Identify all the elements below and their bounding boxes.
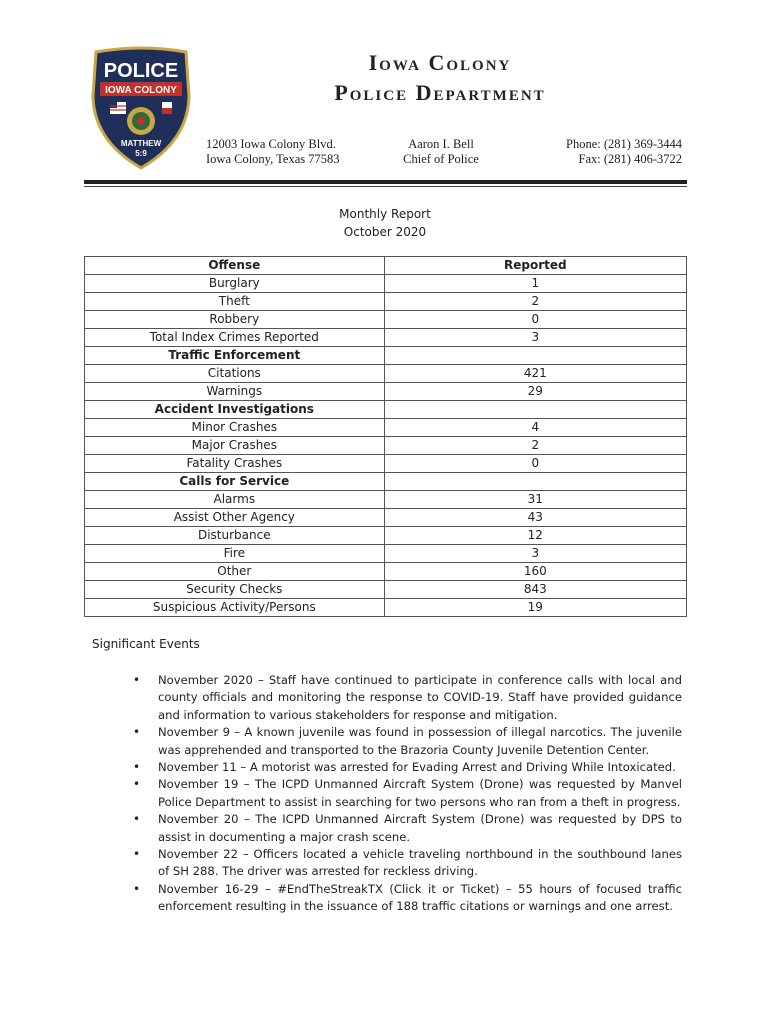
table-row [85,383,687,401]
significant-events-list [130,672,682,916]
list-item [130,776,682,811]
offense-label: Burglary [85,275,385,293]
police-badge-logo [88,46,194,172]
table-row [85,545,687,563]
offense-label: Robbery [85,311,385,329]
column-header-offense: Offense [85,257,385,275]
reported-count [384,347,686,365]
department-title-line2: Police Department [334,80,546,105]
bullet-icon: • [133,847,141,862]
badge-top-text: POLICE [103,60,179,82]
event-text: November 2020 – Staff have continued to participate in conference calls with local and county officials and monitoring the response to COVID-19. Staff have provided guidance and information to various stakeholders for response and mitigation. [158,673,682,722]
column-header-reported: Reported [384,257,686,275]
report-title: Monthly Report [339,207,431,221]
list-item [130,846,682,881]
table-row [85,275,687,293]
table-row [85,311,687,329]
list-item [130,881,682,916]
bullet-icon: • [133,881,141,896]
section-label: Traffic Enforcement [85,347,385,365]
offense-label: Theft [85,293,385,311]
badge-verse-line1: MATTHEW [120,139,162,148]
bullet-icon: • [133,812,141,827]
reported-count: 2 [384,293,686,311]
address-block [206,137,339,167]
list-item [130,811,682,846]
offense-label: Citations [85,365,385,383]
header-divider-thin [84,186,687,187]
significant-events-heading: Significant Events [92,637,200,651]
bullet-icon: • [133,725,141,740]
table-row [85,599,687,617]
report-title-block [285,205,485,241]
reported-count: 0 [384,311,686,329]
reported-count [384,401,686,419]
reported-count: 3 [384,545,686,563]
section-label: Calls for Service [85,473,385,491]
table-row [85,293,687,311]
offense-label: Alarms [85,491,385,509]
table-row [85,581,687,599]
reported-count: 843 [384,581,686,599]
offense-label: Fatality Crashes [85,455,385,473]
table-header-row [85,257,687,275]
offense-label: Warnings [85,383,385,401]
table-row [85,401,687,419]
phone-number: Phone: (281) 369-3444 [566,137,682,151]
reported-count: 29 [384,383,686,401]
reported-count: 160 [384,563,686,581]
offense-label: Major Crashes [85,437,385,455]
event-text: November 9 – A known juvenile was found in possession of illegal narcotics. The juvenile was apprehended and transported to the Brazoria County Juvenile Detention Center. [158,725,682,757]
address-line2: Iowa Colony, Texas 77583 [206,152,340,166]
bullet-icon: • [133,673,141,687]
reported-count: 2 [384,437,686,455]
contact-block [566,137,682,167]
reported-count: 12 [384,527,686,545]
event-text: November 20 – The ICPD Unmanned Aircraft System (Drone) was requested by DPS to assist in documenting a major crash scene. [158,812,682,844]
offense-label: Suspicious Activity/Persons [85,599,385,617]
offense-table [84,256,687,617]
event-text: November 11 – A motorist was arrested for Evading Arrest and Driving While Intoxicated. [158,760,676,775]
reported-count: 3 [384,329,686,347]
offense-label: Other [85,563,385,581]
department-title-line1: Iowa Colony [368,50,512,75]
offense-label: Disturbance [85,527,385,545]
reported-count: 19 [384,599,686,617]
offense-label: Security Checks [85,581,385,599]
table-row [85,527,687,545]
list-item [130,759,682,776]
list-item [130,724,682,759]
fax-number: Fax: (281) 406-3722 [578,152,682,166]
table-row [85,455,687,473]
bullet-icon: • [133,777,141,792]
badge-banner-text: IOWA COLONY [105,85,177,96]
offense-label: Fire [85,545,385,563]
offense-label: Assist Other Agency [85,509,385,527]
event-text: November 16-29 – #EndTheStreakTX (Click it or Ticket) – 55 hours of focused traffic enforcement resulting in the issuance of 188 traffic citations or warnings and one arrest. [158,881,682,914]
reported-count: 1 [384,275,686,293]
reported-count: 0 [384,455,686,473]
report-period: October 2020 [343,225,427,239]
table-row [85,491,687,509]
reported-count: 43 [384,509,686,527]
table-row [85,437,687,455]
address-line1: 12003 Iowa Colony Blvd. [206,137,336,151]
table-row [85,329,687,347]
table-row [85,365,687,383]
offense-label: Minor Crashes [85,419,385,437]
reported-count [384,473,686,491]
table-row [85,347,687,365]
bullet-icon: • [133,760,141,775]
list-item [130,672,682,724]
chief-name: Aaron I. Bell [408,137,474,151]
reported-count: 31 [384,491,686,509]
reported-count: 421 [384,365,686,383]
table-row [85,509,687,527]
badge-verse-line2: 5:9 [135,149,147,158]
section-label: Accident Investigations [85,401,385,419]
table-row [85,419,687,437]
table-row [85,473,687,491]
event-text: November 19 – The ICPD Unmanned Aircraft System (Drone) was requested by Manvel Police Department to assist in searching for two persons who ran from a theft in progress. [158,777,682,809]
reported-count: 4 [384,419,686,437]
table-row [85,563,687,581]
chief-title: Chief of Police [403,152,479,166]
chief-block [380,137,502,167]
event-text: November 22 – Officers located a vehicle traveling northbound in the southbound lanes of SH 288. The driver was arrested for reckless driving. [158,847,682,879]
header-divider-thick [84,180,687,184]
offense-label: Total Index Crimes Reported [85,329,385,347]
